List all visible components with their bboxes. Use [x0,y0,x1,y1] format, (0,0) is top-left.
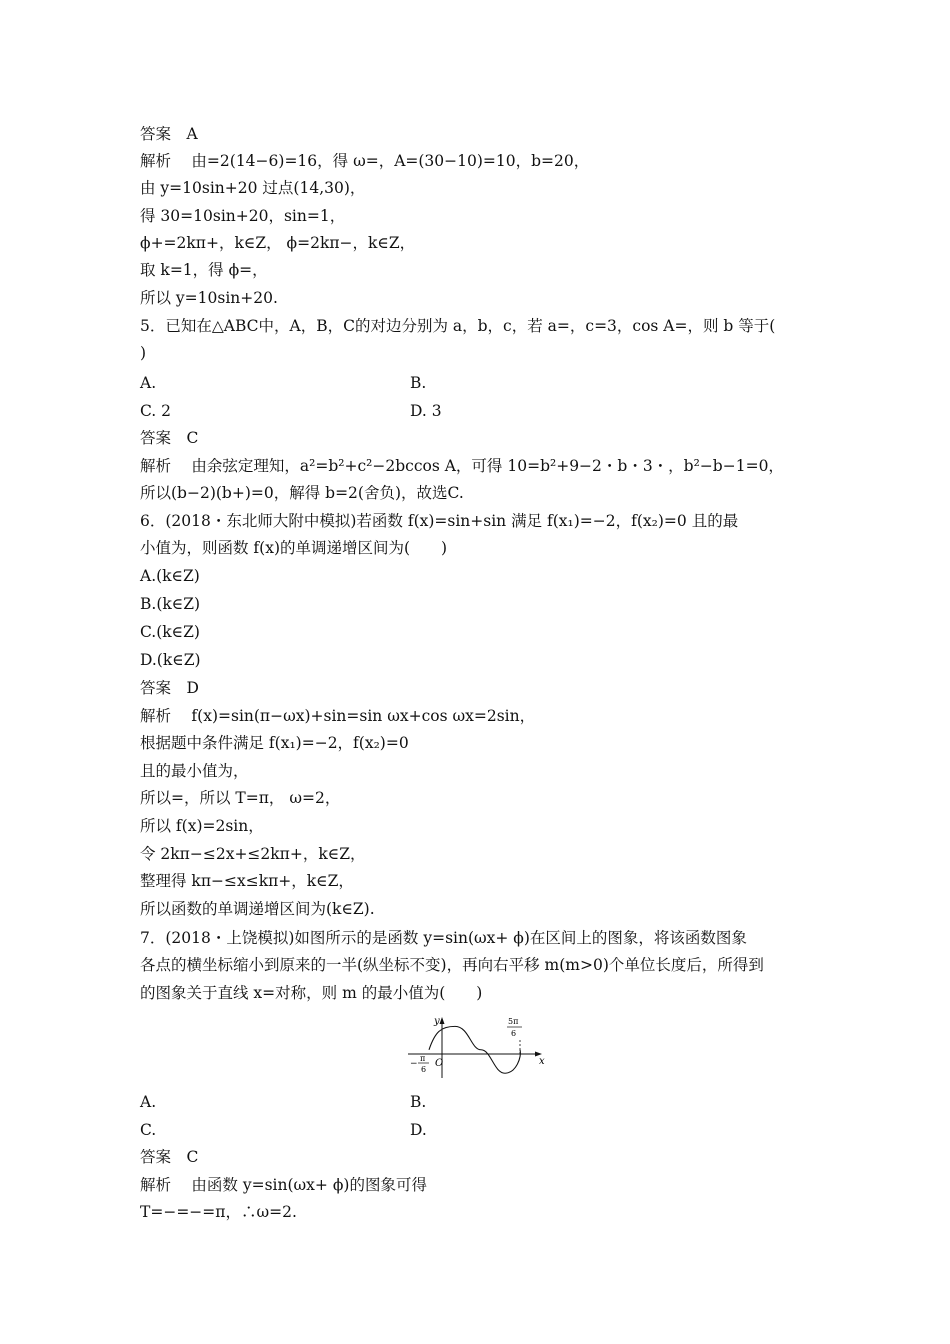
x-axis-label: x [539,1056,545,1067]
q5-option-d: D. 3 [410,402,442,420]
q5-option-c: C. 2 [140,402,172,420]
text-line: 令 2kπ−≤2x+≤2kπ+，k∈Z， [140,845,366,863]
text-line: 所以 y=10sin+20. [140,289,278,307]
q7-option-a: A. [140,1093,157,1111]
q5-option-b: B. [410,374,427,392]
origin-label: O [435,1058,444,1069]
left-tick-minus: − [410,1059,418,1069]
q6-option-b: B.(k∈Z) [140,595,201,613]
text-line: 得 30=10sin+20，sin=1， [140,207,346,225]
q6-option-a: A.(k∈Z) [140,567,200,585]
question-5: 5．已知在△ABC中，A，B，C的对边分别为 a，b，c，若 a=，c=3，cos A=，则 b 等于( [140,317,776,335]
answer-line: 答案 C [140,1148,199,1166]
q5-option-a: A. [140,374,157,392]
q6-option-c: C.(k∈Z) [140,623,200,641]
question-7-cont: 的图象关于直线 x=对称，则 m 的最小值为( ) [140,984,483,1002]
q7-option-c: C. [140,1121,157,1139]
analysis-line: 解析 f(x)=sin(π−ωx)+sin=sin ωx+cos ωx=2sin， [140,707,536,725]
q7-option-b: B. [410,1093,427,1111]
answer-line: 答案 D [140,679,199,697]
question-7-cont: 各点的横坐标缩小到原来的一半(纵坐标不变)，再向右平移 m(m>0)个单位长度后，所得到 [140,956,764,974]
question-6: 6．(2018・东北师大附中模拟)若函数 f(x)=sin+sin 满足 f(x₁)=−2，f(x₂)=0 且的最 [140,512,739,530]
text-line: 整理得 kπ−≤x≤kπ+，k∈Z， [140,872,354,890]
text-line: ϕ+=2kπ+，k∈Z， ϕ=2kπ−，k∈Z， [140,234,416,252]
question-7: 7．(2018・上饶模拟)如图所示的是函数 y=sin(ωx+ ϕ)在区间上的图象，将该函数图象 [140,929,747,947]
question-5-paren: ) [140,344,147,362]
q7-option-d: D. [410,1121,427,1139]
answer-line: 答案 C [140,429,199,447]
q6-option-d: D.(k∈Z) [140,651,201,669]
analysis-line: 解析 由函数 y=sin(ωx+ ϕ)的图象可得 [140,1176,427,1194]
text-line: T=−=−=π，∴ω=2. [140,1203,297,1221]
y-axis-label: y [434,1016,440,1027]
analysis-line: 解析 由=2(14−6)=16，得 ω=，A=(30−10)=10，b=20， [140,152,590,170]
text-line: 由 y=10sin+20 过点(14,30)， [140,179,366,197]
y-axis-arrow [440,1017,445,1024]
text-line: 所以(b−2)(b+)=0，解得 b=2(舍负)，故选C. [140,484,464,502]
text-line: 所以 f(x)=2sin， [140,817,264,835]
question-6-cont: 小值为，则函数 f(x)的单调递增区间为( ) [140,539,448,557]
text-line: 所以=，所以 T=π， ω=2， [140,789,341,807]
answer-line: 答案 A [140,125,198,143]
text-line: 所以函数的单调递增区间为(k∈Z). [140,900,375,918]
right-tick-denominator: 6 [511,1029,517,1038]
analysis-line: 解析 由余弦定理知，a²=b²+c²−2bccos A，可得 10=b²+9−2・b・3・，b²−b−1=0， [140,457,784,475]
text-line: 且的最小值为， [140,762,249,780]
right-tick-numerator: 5π [508,1017,519,1026]
text-line: 根据题中条件满足 f(x₁)=−2，f(x₂)=0 [140,734,409,752]
sine-graph-figure [408,1012,548,1080]
text-line: 取 k=1，得 ϕ=， [140,261,268,279]
left-tick-numerator: π [420,1054,426,1063]
left-tick-denominator: 6 [421,1065,427,1074]
